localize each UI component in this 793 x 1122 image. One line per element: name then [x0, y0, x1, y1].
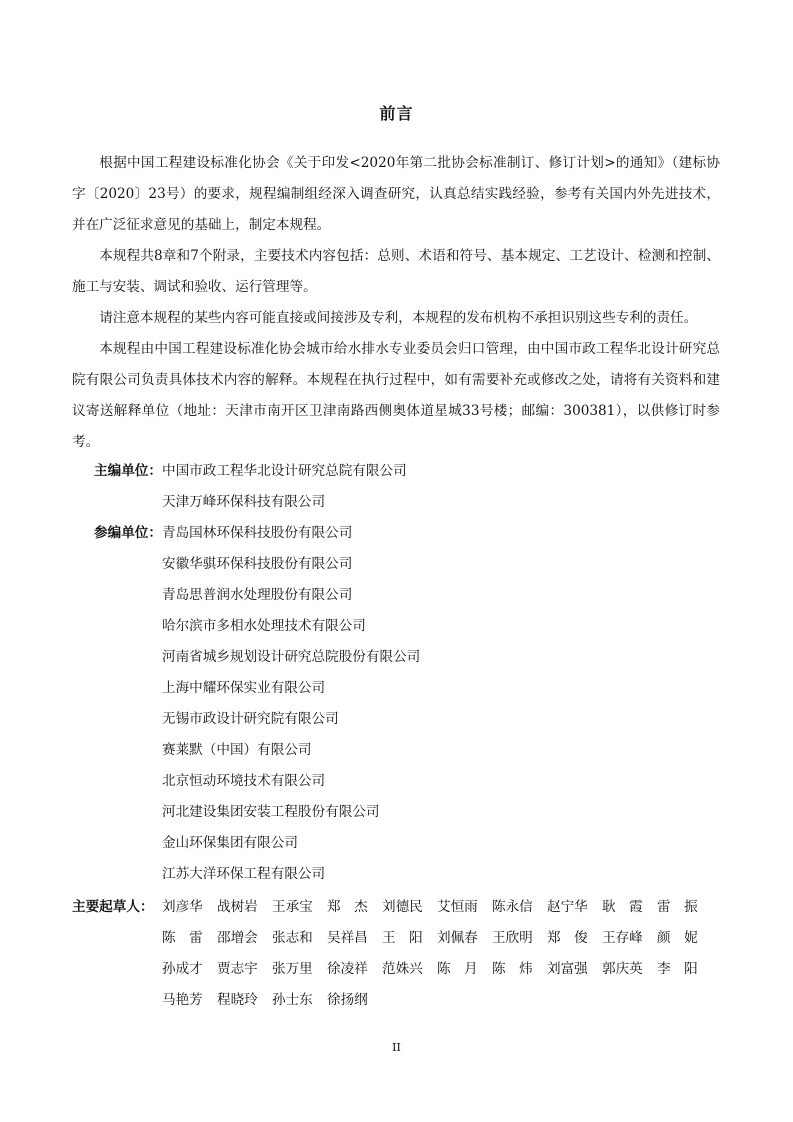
participating-unit-name: 河北建设集团安装工程股份有限公司 [162, 804, 380, 820]
participating-unit-name: 北京恒动环境技术有限公司 [162, 773, 326, 789]
participating-unit-name: 江苏大洋环保工程有限公司 [162, 866, 326, 882]
drafter-name: 徐扬纲 [327, 992, 368, 1008]
drafter-name: 刘彦华 [162, 899, 203, 915]
participating-unit-name: 青岛思普润水处理股份有限公司 [162, 587, 353, 603]
drafter-name: 刘佩春 [437, 930, 478, 946]
drafter-name: 艾恒雨 [437, 899, 478, 915]
drafter-name: 范姝兴 [382, 961, 423, 977]
drafter-list [162, 892, 712, 1016]
page-number: II [392, 1041, 401, 1054]
drafter-name: 徐凌祥 [327, 961, 368, 977]
participating-unit-row [72, 828, 720, 859]
participating-unit-row [72, 797, 720, 828]
drafter-name: 王 阳 [382, 930, 423, 946]
participating-unit-row [72, 549, 720, 580]
participating-unit-name: 河南省城乡规划设计研究总院股份有限公司 [162, 649, 421, 665]
paragraph: 根据中国工程建设标准化协会《关于印发<2020年第二批协会标准制订、修订计划>的通知》（建标协字〔2020〕23号）的要求，规程编制组经深入调查研究，认真总结实践经验，参考有关国内外先进技术，并在广泛征求意见的基础上，制定本规程。 [72, 155, 720, 233]
chief-unit-row [72, 456, 720, 487]
drafter-name: 陈 月 [437, 961, 478, 977]
drafter-name: 孙成才 [162, 961, 203, 977]
units-section [72, 456, 720, 890]
participating-unit-name: 赛莱默（中国）有限公司 [162, 742, 312, 758]
paragraph: 本规程由中国工程建设标准化协会城市给水排水专业委员会归口管理，由中国市政工程华北设计研究总院有限公司负责具体技术内容的解释。本规程在执行过程中，如有需要补充或修改之处，请将有关资料和建议寄送解释单位（地址：天津市南开区卫津南路西侧奥体道星城33号楼；邮编：300381），以供修订时参考。 [72, 341, 720, 450]
drafter-name: 邵增会 [217, 930, 258, 946]
drafter-name: 贾志宇 [217, 961, 258, 977]
participating-units-label: 参编单位： [94, 525, 162, 541]
participating-unit-row [72, 611, 720, 642]
drafter-name: 马艳芳 [162, 992, 203, 1008]
drafter-name: 赵宁华 [547, 899, 588, 915]
chief-unit-name: 天津万峰环保科技有限公司 [162, 494, 326, 510]
paragraph: 本规程共8章和7个附录，主要技术内容包括：总则、术语和符号、基本规定、工艺设计、检测和控制、施工与安装、调试和验收、运行管理等。 [72, 248, 720, 295]
participating-unit-row [72, 673, 720, 704]
page-title: 前言 [379, 104, 414, 123]
participating-unit-row [72, 735, 720, 766]
drafter-name: 陈 雷 [162, 930, 203, 946]
participating-unit-name: 青岛国林环保科技股份有限公司 [162, 525, 353, 541]
drafter-name: 张万里 [272, 961, 313, 977]
drafter-name: 雷 振 [657, 899, 698, 915]
participating-unit-name: 哈尔滨市多相水处理技术有限公司 [162, 618, 366, 634]
participating-unit-name: 无锡市政设计研究院有限公司 [162, 711, 339, 727]
drafter-name: 颜 妮 [657, 930, 698, 946]
drafter-name: 郑 俊 [547, 930, 588, 946]
drafter-name: 程晓玲 [217, 992, 258, 1008]
drafters-section [72, 892, 720, 1016]
chief-units-label: 主编单位： [94, 463, 162, 479]
drafter-name: 陈永信 [492, 899, 533, 915]
chief-unit-name: 中国市政工程华北设计研究总院有限公司 [162, 463, 407, 479]
drafter-name: 孙士东 [272, 992, 313, 1008]
participating-unit-row [72, 704, 720, 735]
drafter-name: 耿 霞 [602, 899, 643, 915]
drafter-name: 张志和 [272, 930, 313, 946]
drafter-name: 陈 炜 [492, 961, 533, 977]
drafter-name: 李 阳 [657, 961, 698, 977]
drafter-name: 郭庆英 [602, 961, 643, 977]
participating-unit-name: 上海中耀环保实业有限公司 [162, 680, 326, 696]
participating-unit-row [72, 766, 720, 797]
drafter-name: 刘德民 [382, 899, 423, 915]
drafter-name: 战树岩 [217, 899, 258, 915]
participating-unit-name: 安徽华骐环保科技股份有限公司 [162, 556, 353, 572]
preface-body [72, 148, 720, 458]
drafter-name: 王欣明 [492, 930, 533, 946]
drafter-name: 郑 杰 [327, 899, 368, 915]
drafter-name: 王存峰 [602, 930, 643, 946]
participating-unit-row [72, 580, 720, 611]
drafters-label: 主要起草人： [72, 899, 154, 915]
paragraph: 请注意本规程的某些内容可能直接或间接涉及专利，本规程的发布机构不承担识别这些专利的责任。 [99, 310, 698, 326]
participating-unit-row [72, 518, 720, 549]
drafter-name: 王承宝 [272, 899, 313, 915]
drafter-name: 吴祥昌 [327, 930, 368, 946]
chief-unit-row [72, 487, 720, 518]
drafter-name: 刘富强 [547, 961, 588, 977]
participating-unit-name: 金山环保集团有限公司 [162, 835, 298, 851]
participating-unit-row [72, 859, 720, 890]
participating-unit-row [72, 642, 720, 673]
